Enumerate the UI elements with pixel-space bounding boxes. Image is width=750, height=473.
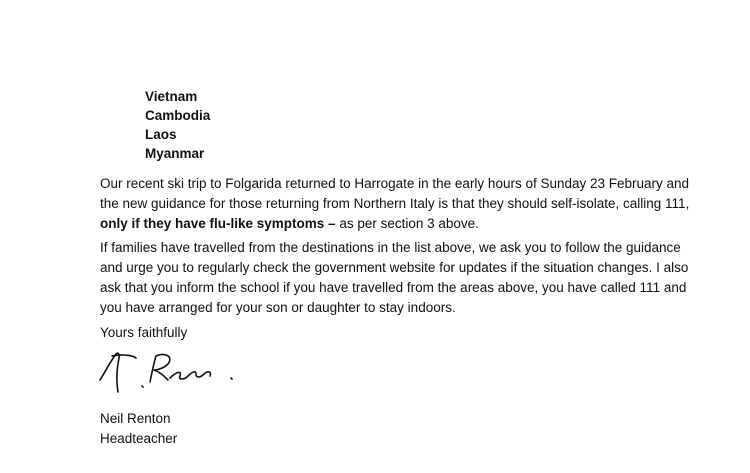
closing-salutation: Yours faithfully — [100, 325, 188, 340]
country-list — [145, 87, 210, 163]
paragraph-line: you have arranged for your son or daughter to stay indoors. — [100, 300, 456, 315]
country-item: Laos — [145, 127, 177, 142]
ski-trip-paragraph — [100, 174, 700, 234]
guidance-paragraph — [100, 238, 700, 318]
handwritten-signature — [92, 348, 252, 398]
flu-symptoms-emphasis: only if they have flu-like symptoms – — [100, 216, 336, 231]
country-item: Vietnam — [145, 89, 198, 104]
paragraph-line — [100, 214, 700, 234]
signer-name: Neil Renton — [100, 411, 171, 426]
paragraph-line: Our recent ski trip to Folgarida returned to Harrogate in the early hours of Sunday 23 February and — [100, 176, 690, 191]
paragraph-line-rest: as per section 3 above. — [335, 216, 479, 231]
country-item: Myanmar — [145, 146, 205, 161]
paragraph-line: and urge you to regularly check the government website for updates if the situation changes. I also — [100, 260, 689, 275]
paragraph-line: the new guidance for those returning from Northern Italy is that they should self-isolate, calling 111, — [100, 196, 690, 211]
paragraph-line: If families have travelled from the destinations in the list above, we ask you to follow the guidance — [100, 240, 681, 255]
paragraph-line: ask that you inform the school if you have travelled from the areas above, you have called 111 and — [100, 280, 687, 295]
country-item: Cambodia — [145, 108, 211, 123]
signer-block — [100, 409, 177, 449]
signer-title: Headteacher — [100, 431, 178, 446]
